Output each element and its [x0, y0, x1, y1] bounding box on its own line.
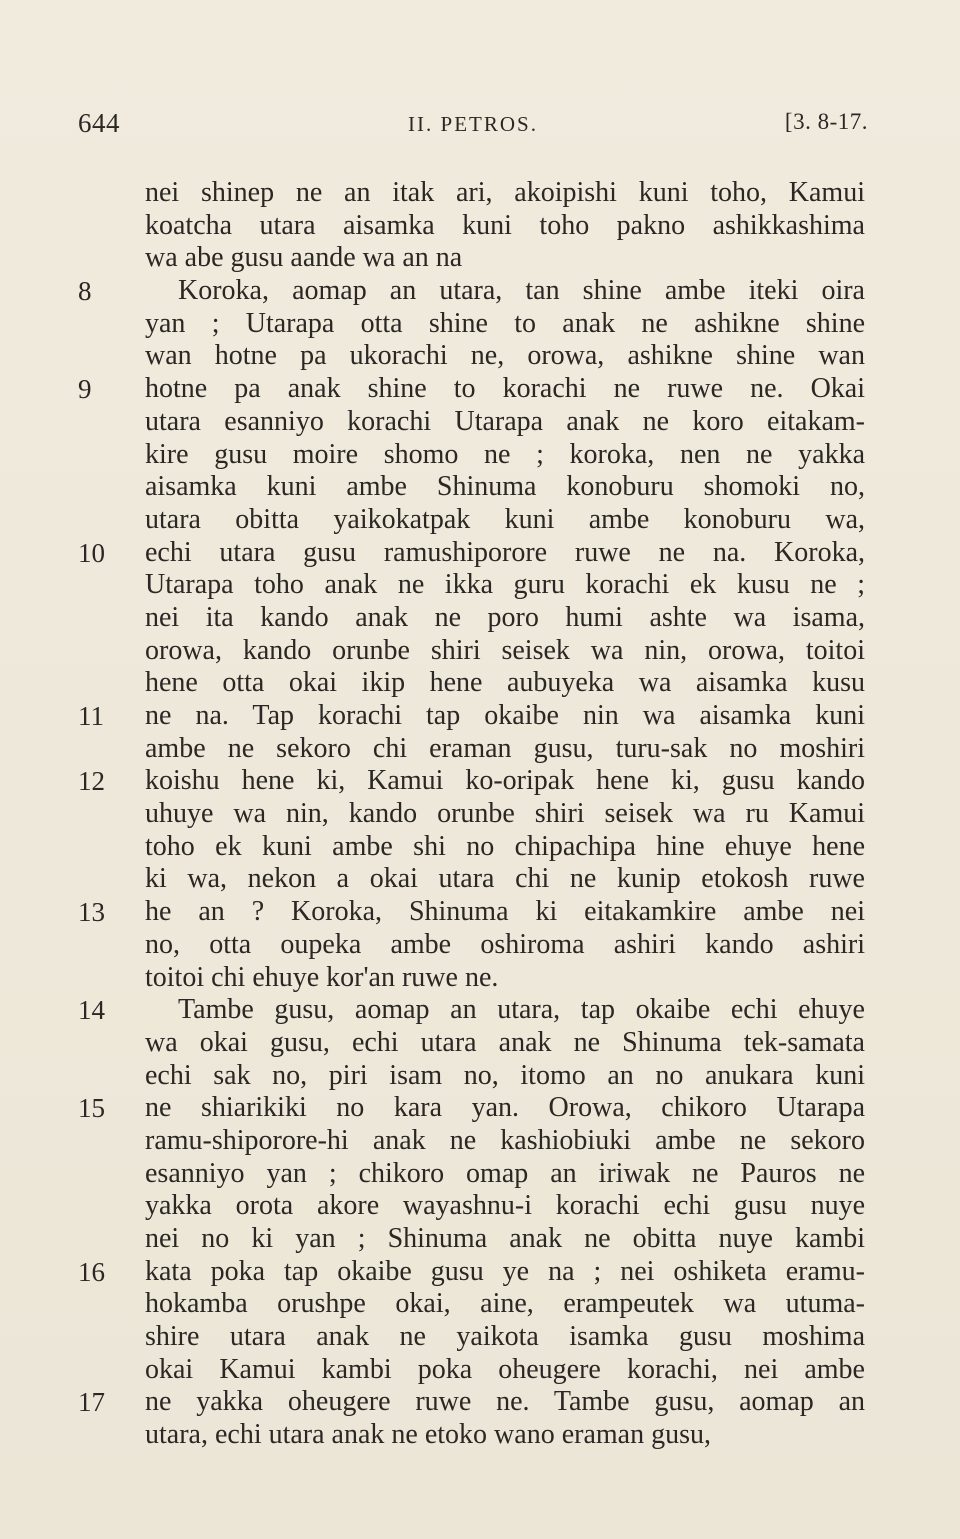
- text-line: [78, 242, 868, 275]
- text-line: [78, 537, 868, 570]
- text-line: [78, 962, 868, 995]
- line-text: yan ; Utarapa otta shine to anak ne ashikne shine: [145, 307, 865, 339]
- line-text: utara esanniyo korachi Utarapa anak ne koro eitakam-: [145, 405, 865, 437]
- line-text: nei ita kando anak ne poro humi ashte wa isama,: [145, 601, 865, 633]
- verse-number: 11: [78, 701, 104, 731]
- text-line: [78, 308, 868, 341]
- text-line: [78, 471, 868, 504]
- line-text: nei shinep ne an itak ari, akoipishi kuni toho, Kamui: [145, 177, 865, 208]
- verse-number: 9: [78, 374, 92, 405]
- verse-number: 12: [78, 766, 105, 797]
- line-text: utara, echi utara anak ne etoko wano eraman gusu,: [145, 1419, 711, 1451]
- line-text: toho ek kuni ambe shi no chipachipa hine ehuye hene: [145, 830, 865, 862]
- verse-number: 16: [78, 1256, 105, 1287]
- verse-number: 8: [78, 276, 92, 307]
- line-text: Tambe gusu, aomap an utara, tap okaibe echi ehuye: [178, 994, 865, 1026]
- text-line: [78, 733, 868, 766]
- text-line: [78, 406, 868, 439]
- text-line: [78, 929, 868, 962]
- text-line: [78, 373, 868, 406]
- text-line: [78, 765, 868, 798]
- line-text: uhuye wa nin, kando orunbe shiri seisek wa ru Kamui: [145, 798, 865, 830]
- text-line: [78, 1092, 868, 1125]
- text-line: [78, 504, 868, 537]
- line-text: okai Kamui kambi poka oheugere korachi, nei ambe: [145, 1353, 865, 1385]
- text-line: [78, 569, 868, 602]
- text-line: [78, 210, 868, 243]
- line-text: ki wa, nekon a okai utara chi ne kunip etokosh ruwe: [145, 863, 865, 895]
- text-line: [78, 863, 868, 896]
- line-text: kata poka tap okaibe gusu ye na ; nei oshiketa eramu-: [145, 1255, 865, 1287]
- line-text: ambe ne sekoro chi eraman gusu, turu-sak no moshiri: [145, 732, 865, 764]
- line-text: wa abe gusu aande wa an na: [145, 242, 463, 274]
- line-text: ramu-shiporore-hi anak ne kashiobiuki ambe ne sekoro: [145, 1124, 865, 1156]
- text-line: [78, 1354, 868, 1387]
- text-line: [78, 1223, 868, 1256]
- text-line: [78, 177, 868, 210]
- text-line: [78, 1256, 868, 1289]
- line-text: yakka orota akore wayashnu-i korachi echi gusu nuye: [145, 1190, 865, 1222]
- line-text: he an ? Koroka, Shinuma ki eitakamkire ambe nei: [145, 896, 865, 928]
- line-text: orowa, kando orunbe shiri seisek wa nin, orowa, toitoi: [145, 634, 865, 666]
- line-text: kire gusu moire shomo ne ; koroka, nen ne yakka: [145, 438, 865, 470]
- page-number: 644: [78, 108, 120, 138]
- text-line: [78, 798, 868, 831]
- line-text: toitoi chi ehuye kor'an ruwe ne.: [145, 961, 499, 993]
- line-text: esanniyo yan ; chikoro omap an iriwak ne Pauros ne: [145, 1157, 865, 1189]
- line-text: shire utara anak ne yaikota isamka gusu moshima: [145, 1321, 865, 1353]
- page-header: [78, 108, 868, 144]
- line-text: wan hotne pa ukorachi ne, orowa, ashikne shine wan: [145, 340, 865, 372]
- line-text: koishu hene ki, Kamui ko-oripak hene ki, gusu kando: [145, 765, 865, 797]
- text-line: [78, 1321, 868, 1354]
- text-line: [78, 439, 868, 472]
- text-line: [78, 896, 868, 929]
- line-text: hene otta okai ikip hene aubuyeka wa aisamka kusu: [145, 667, 865, 699]
- line-text: koatcha utara aisamka kuni toho pakno ashikkashima: [145, 209, 865, 241]
- text-line: [78, 700, 868, 733]
- running-title: II. PETROS.: [408, 112, 538, 136]
- text-line: [78, 1060, 868, 1093]
- verse-number: 13: [78, 897, 105, 928]
- text-line: [78, 1158, 868, 1191]
- line-text: utara obitta yaikokatpak kuni ambe konoburu wa,: [145, 503, 865, 535]
- text-line: [78, 1288, 868, 1321]
- line-text: no, otta oupeka ambe oshiroma ashiri kando ashiri: [145, 928, 865, 960]
- line-text: hotne pa anak shine to korachi ne ruwe ne. Okai: [145, 373, 865, 405]
- text-line: [78, 994, 868, 1027]
- text-line: [78, 1027, 868, 1060]
- line-text: hokamba orushpe okai, aine, erampeutek wa utuma-: [145, 1288, 865, 1320]
- line-text: nei no ki yan ; Shinuma anak ne obitta nuye kambi: [145, 1223, 865, 1254]
- line-text: echi sak no, piri isam no, itomo an no anukara kuni: [145, 1059, 865, 1091]
- text-line: [78, 1125, 868, 1158]
- text-line: [78, 1386, 868, 1419]
- text-line: [78, 1190, 868, 1223]
- line-text: ne yakka oheugere ruwe ne. Tambe gusu, aomap an: [145, 1386, 865, 1418]
- verse-number: 10: [78, 537, 105, 568]
- line-text: Utarapa toho anak ne ikka guru korachi ek kusu ne ;: [145, 569, 865, 601]
- verse-number: 14: [78, 995, 105, 1026]
- body-text: [78, 177, 868, 1452]
- verse-number: 15: [78, 1093, 105, 1124]
- text-line: [78, 831, 868, 864]
- line-text: echi utara gusu ramushiporore ruwe ne na. Koroka,: [145, 536, 865, 568]
- text-line: [78, 275, 868, 308]
- line-text: ne shiarikiki no kara yan. Orowa, chikoro Utarapa: [145, 1092, 865, 1124]
- line-text: aisamka kuni ambe Shinuma konoburu shomoki no,: [145, 471, 865, 503]
- line-text: wa okai gusu, echi utara anak ne Shinuma tek-samata: [145, 1026, 865, 1058]
- chapter-verse-reference: [3. 8-17.: [784, 109, 868, 134]
- text-line: [78, 635, 868, 668]
- text-line: [78, 340, 868, 373]
- text-line: [78, 667, 868, 700]
- line-text: ne na. Tap korachi tap okaibe nin wa aisamka kuni: [145, 700, 865, 731]
- verse-number: 17: [78, 1387, 105, 1418]
- text-line: [78, 1419, 868, 1452]
- text-line: [78, 602, 868, 635]
- line-text: Koroka, aomap an utara, tan shine ambe iteki oira: [178, 275, 865, 307]
